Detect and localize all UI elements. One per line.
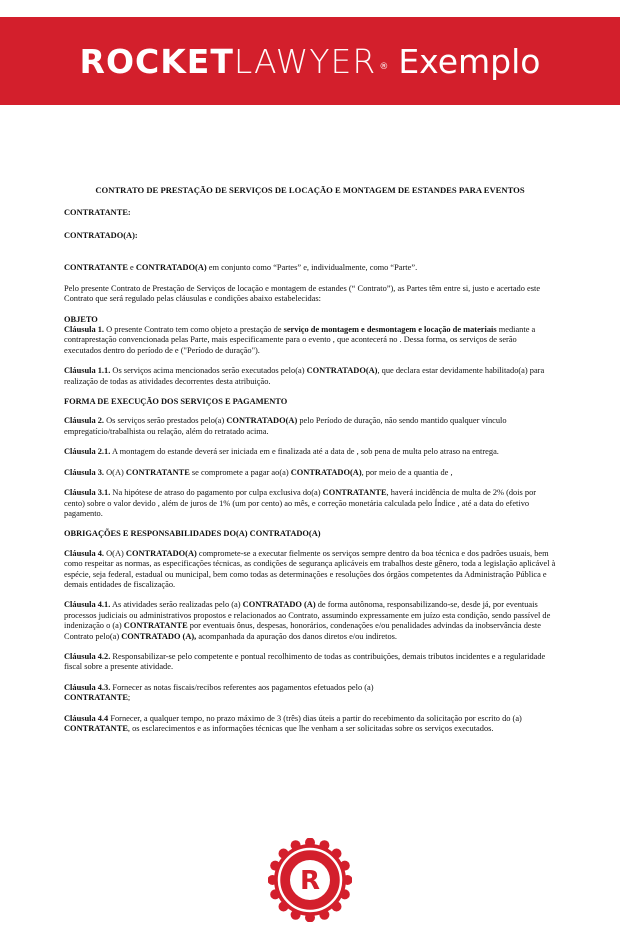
- clause-1-1: Cláusula 1.1. Os serviços acima mencionados serão executados pelo(a) CONTRATADO(A), que declara estar devidamente habilitado(a) para realização de todas as atividades decorrentes desta atribuição.: [64, 366, 545, 386]
- seal-letter: R: [299, 866, 321, 896]
- clause-2: Cláusula 2. Os serviços serão prestados pelo(a) CONTRATADO(A) pelo Período de duração, não sendo mantido qualquer vínculo empregatício/trabalhista ou relação, além do retratado acima.: [64, 416, 507, 436]
- clause-4-4: Cláusula 4.4 Fornecer, a qualquer tempo, no prazo máximo de 3 (três) dias úteis a partir do recebimento da solicitação por escrito do (a) CONTRATANTE, os esclarecimentos e as informações técnicas que lhe venham a ser solicitadas sobre os serviços executados.: [64, 713, 522, 733]
- clause-3-1: Cláusula 3.1. Na hipótese de atraso do pagamento por culpa exclusiva do(a) CONTRATANTE, haverá incidência de multa de 2% (dois por cento) sobre o valor devido , além de juros de 1% (um por cento) ao mês, e correção monetária calculada pelo Índice , até a data do efetivo pagamento.: [64, 488, 537, 518]
- clause-4-3: Cláusula 4.3. Fornecer as notas fiscais/recibos referentes aos pagamentos efetuados pelo (a) CONTRATANTE;: [64, 682, 374, 703]
- clause-4-2: Cláusula 4.2. Responsabilizar-se pelo competente e pontual recolhimento de todas as contribuições, demais tributos incidentes e a regularidade fiscal sobre a presente atividade.: [64, 651, 546, 672]
- section-forma-heading: FORMA DE EXECUÇÃO DOS SERVIÇOS E PAGAMENTO: [64, 397, 288, 407]
- brand-registered-mark: ®: [379, 62, 389, 72]
- contratado-label: CONTRATADO(A):: [64, 231, 138, 240]
- parties-paragraph: CONTRATANTE e CONTRATADO(A) em conjunto como “Partes” e, individualmente, como “Parte”.: [64, 263, 418, 273]
- contract-document: [64, 185, 556, 744]
- intro-paragraph: Pelo presente Contrato de Prestação de Serviços de locação e montagem de estandes (“ Contrato”), as Partes têm entre si, justo e acertado este Contrato que será regulado pelas cláusulas e condições abaixo estabelecidas:: [64, 283, 541, 304]
- contratante-label: CONTRATANTE:: [64, 207, 131, 217]
- clause-4-1: Cláusula 4.1. As atividades serão realizadas pelo (a) CONTRATADO (A) de forma autônoma, responsabilizando-se, desde já, por eventuais processos judiciais ou administrativos propostos e relacionados ao Contrato, assumindo expressamente em juízo esta condição, sendo passível de indenização o (a) CONTRATANTE por eventuais ônus, despesas, honorários, condenações e/ou penalidades advindas da inobservância deste Contrato pelo(a) CONTRATADO (A), acompanhada da apuração dos danos diretos e/ou indiretos.: [64, 600, 551, 641]
- brand-lawyer: LAWYER: [233, 41, 377, 81]
- brand-rocket: ROCKET: [79, 41, 234, 81]
- clause-2-1: Cláusula 2.1. A montagem do estande deverá ser iniciada em e finalizada até a data de , sob pena de multa pelo atraso na entrega.: [64, 447, 499, 457]
- clause-4: Cláusula 4. O(A) CONTRATADO(A) compromete-se a executar fielmente os serviços sempre dentro da boa técnica e dos padrões usuais, bem como respeitar as normas, as especificações técnicas, as condições de segurança aplicáveis em trabalhos deste gênero, toda a legislação aplicável à espécie, seja federal, estadual ou municipal, bem como todas as determinações e resoluções dos órgãos competentes da Administração Pública e demais entidades de fiscalização.: [64, 548, 556, 589]
- clause-1: Cláusula 1. O presente Contrato tem como objeto a prestação de serviço de montagem e desmontagem e locação de materiais mediante a contraprestação convencionada pelas Parte, mais especificamente para o evento , que acontecerá no . Dessa forma, os serviços de serão executados dentro do período de e ("Período de duração").: [64, 325, 536, 355]
- section-obrigacoes-heading: OBRIGAÇÕES E RESPONSABILIDADES DO(A) CONTRATADO(A): [64, 529, 321, 539]
- example-badge: Exemplo: [398, 41, 541, 81]
- header-banner: [0, 17, 620, 105]
- document-title: CONTRATO DE PRESTAÇÃO DE SERVIÇOS DE LOCAÇÃO E MONTAGEM DE ESTANDES PARA EVENTOS: [95, 185, 525, 195]
- clause-3: Cláusula 3. O(A) CONTRATANTE se compromete a pagar ao(a) CONTRATADO(A), por meio de a quantia de ,: [64, 467, 453, 477]
- section-objeto-heading: OBJETO: [64, 314, 98, 324]
- rocket-lawyer-seal-icon: [268, 838, 352, 922]
